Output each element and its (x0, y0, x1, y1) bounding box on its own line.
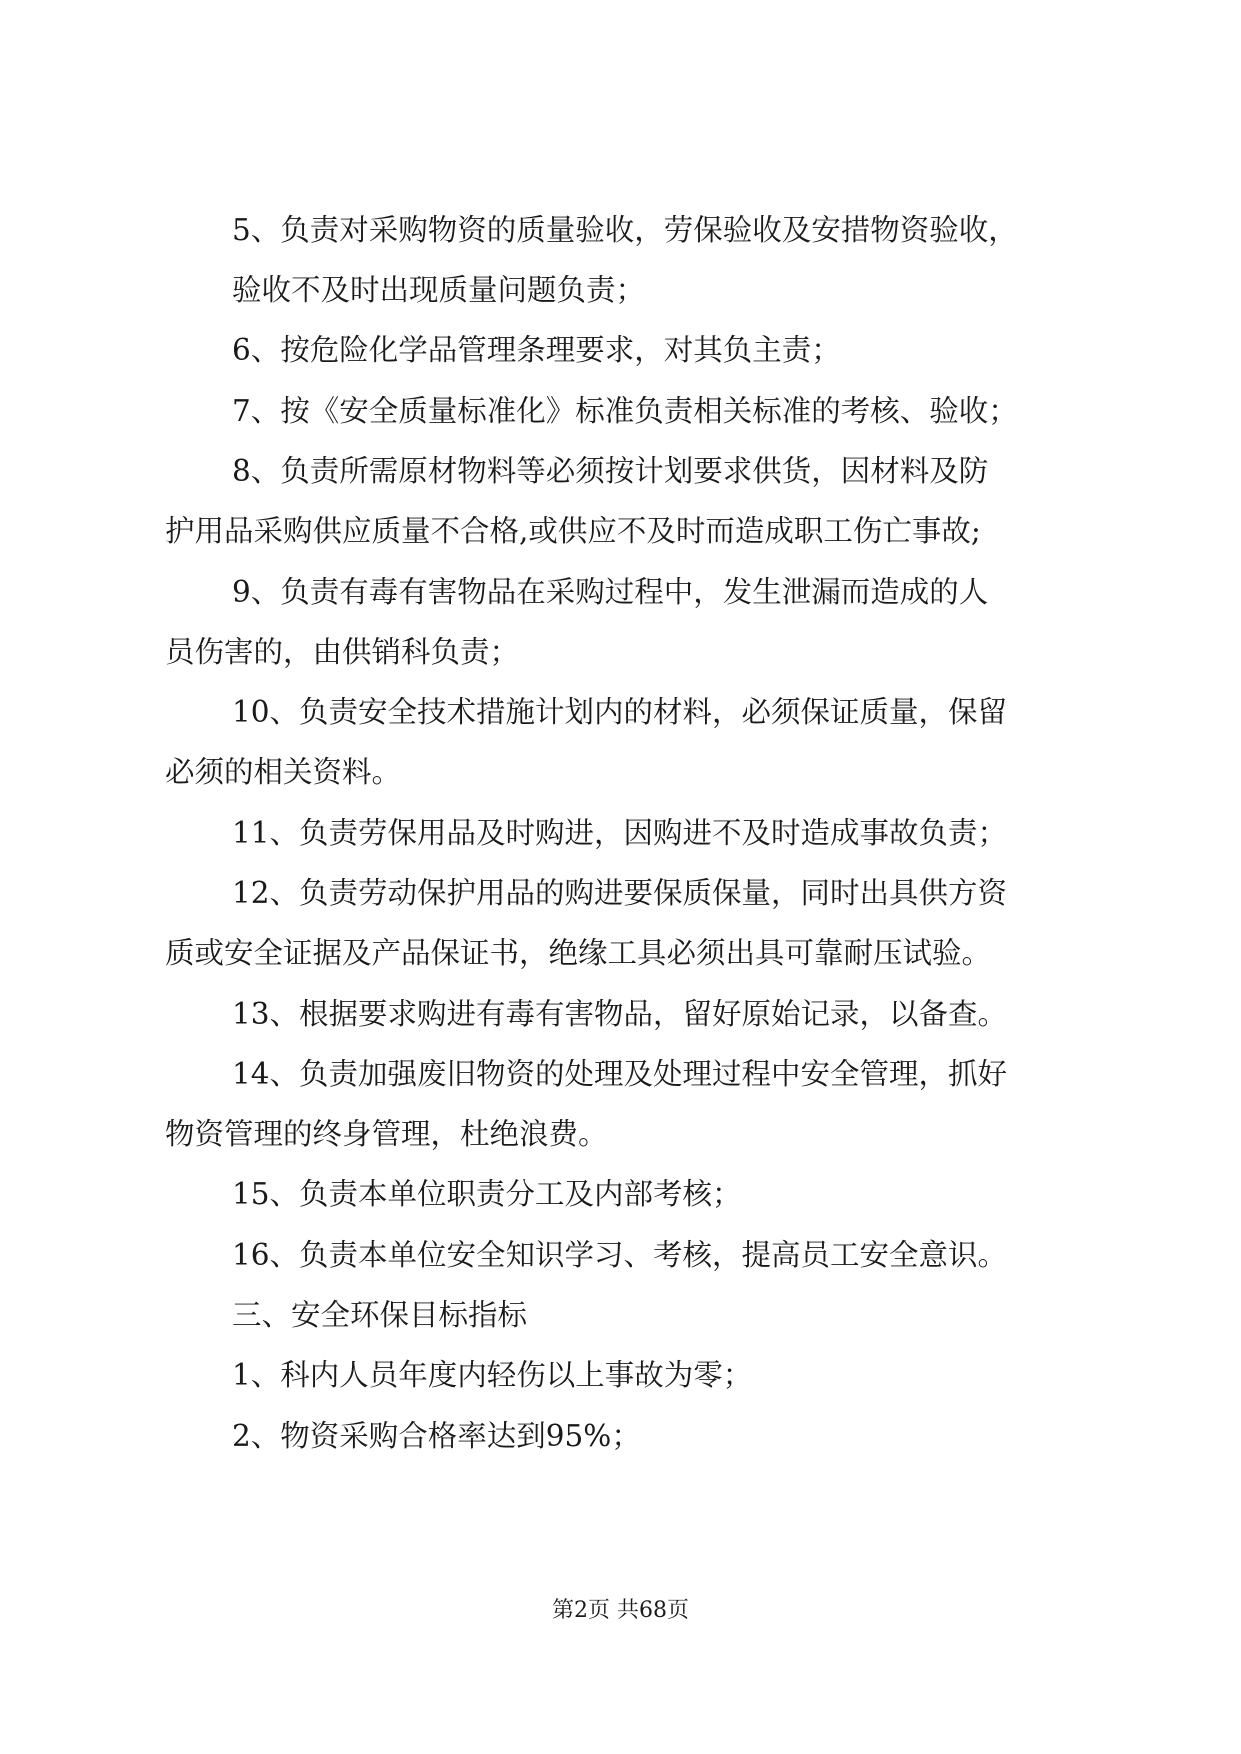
text-line: 11、负责劳保用品及时购进，因购进不及时造成事故负责； (232, 816, 1008, 850)
text-line: 12、负责劳动保护用品的购进要保质保量，同时出具供方资 (232, 876, 1008, 910)
text-line: 13、根据要求购进有毒有害物品，留好原始记录，以备查。 (232, 997, 1008, 1031)
text-line: 验收不及时出现质量问题负责； (232, 273, 646, 307)
text-line: 物资管理的终身管理，杜绝浪费。 (165, 1117, 608, 1151)
text-line: 质或安全证据及产品保证书，绝缘工具必须出具可靠耐压试验。 (165, 936, 992, 970)
text-line: 必须的相关资料。 (165, 755, 402, 789)
text-line: 9、负责有毒有害物品在采购过程中，发生泄漏而造成的人 (232, 575, 989, 609)
text-line: 员伤害的，由供销科负责； (165, 635, 520, 669)
text-line: 14、负责加强废旧物资的处理及处理过程中安全管理，抓好 (232, 1057, 1008, 1091)
text-line: 护用品采购供应质量不合格,或供应不及时而造成职工伤亡事故; (165, 514, 981, 548)
text-line: 16、负责本单位安全知识学习、考核，提高员工安全意识。 (232, 1238, 1008, 1272)
text-line: 15、负责本单位职责分工及内部考核； (232, 1177, 742, 1211)
text-line: 10、负责安全技术措施计划内的材料，必须保证质量，保留 (232, 695, 1008, 729)
text-line: 6、按危险化学品管理条理要求，对其负主责； (232, 333, 841, 367)
text-line: 8、负责所需原材物料等必须按计划要求供货，因材料及防 (232, 454, 989, 488)
text-line: 5、负责对采购物资的质量验收，劳保验收及安措物资验收， (232, 213, 1018, 247)
text-line: 2、物资采购合格率达到95%； (232, 1419, 641, 1453)
page-footer: 第2页 共68页 (552, 1598, 689, 1623)
text-line: 7、按《安全质量标准化》标准负责相关标准的考核、验收； (232, 394, 1018, 428)
section-heading: 三、安全环保目标指标 (232, 1298, 528, 1332)
text-line: 1、科内人员年度内轻伤以上事故为零； (232, 1358, 753, 1392)
